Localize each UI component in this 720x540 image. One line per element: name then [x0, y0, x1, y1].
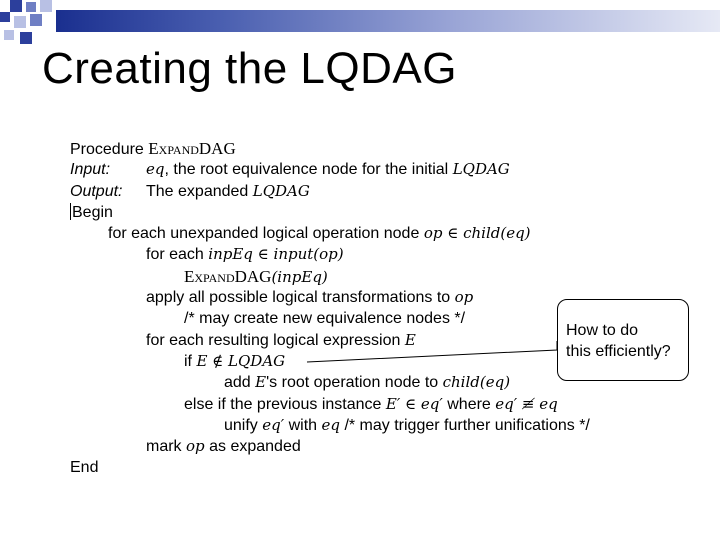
- code-text: for each resulting logical expression: [146, 331, 401, 349]
- input-dag: LQDAG: [452, 160, 510, 179]
- output-label: Output:: [70, 182, 123, 200]
- code-math: eq′ ≢ eq: [495, 394, 558, 413]
- code-math: (inpEq): [271, 267, 328, 286]
- code-text: unify: [224, 416, 258, 434]
- code-math: E′ ∈ eq′: [385, 394, 443, 413]
- code-math: eq: [321, 415, 340, 434]
- input-math: eq: [146, 160, 165, 179]
- code-text: apply all possible logical transformations to: [146, 289, 451, 307]
- input-label: Input:: [70, 161, 111, 179]
- code-math: op ∈ child(eq): [423, 224, 531, 243]
- code-math: E: [404, 330, 416, 349]
- code-text: as expanded: [209, 438, 301, 456]
- code-math: eq′: [262, 415, 285, 434]
- code-text: if: [184, 352, 192, 370]
- code-math: child(eq): [442, 373, 511, 392]
- code-text: for each unexpanded logical operation node: [108, 225, 420, 243]
- input-text: , the root equivalence node for the initial: [164, 161, 449, 179]
- code-math: E ∉ LQDAG: [196, 351, 286, 370]
- code-text: where: [447, 395, 491, 413]
- code-text: 's root operation node to: [266, 374, 439, 392]
- code-text: mark: [146, 438, 182, 456]
- end-keyword: End: [70, 459, 99, 477]
- code-text: for each: [146, 246, 204, 264]
- code-comment: /* may trigger further unifications */: [344, 416, 590, 434]
- callout-line-1: How to do: [566, 322, 639, 339]
- code-math: op: [454, 288, 474, 307]
- begin-keyword: Begin: [72, 203, 113, 221]
- code-math: E: [255, 373, 267, 392]
- procedure-keyword: Procedure: [70, 141, 144, 158]
- code-math: op: [186, 437, 205, 456]
- callout-line-2: this efficiently?: [566, 343, 671, 360]
- output-dag: LQDAG: [252, 181, 310, 200]
- code-text: else if the previous instance: [184, 395, 382, 413]
- code-math: inpEq ∈ input(op): [208, 245, 344, 264]
- output-text: The expanded: [146, 182, 249, 200]
- procedure-name: ExpandDAG: [148, 139, 236, 158]
- code-proc-name: ExpandDAG: [184, 266, 272, 286]
- callout-box: [557, 299, 689, 381]
- code-comment: /* may create new equivalence nodes */: [184, 310, 466, 328]
- code-text: add: [224, 374, 251, 392]
- callout-pointer-line: [307, 341, 557, 362]
- code-text: with: [288, 416, 318, 434]
- slide-title: Creating the LQDAG: [42, 44, 457, 93]
